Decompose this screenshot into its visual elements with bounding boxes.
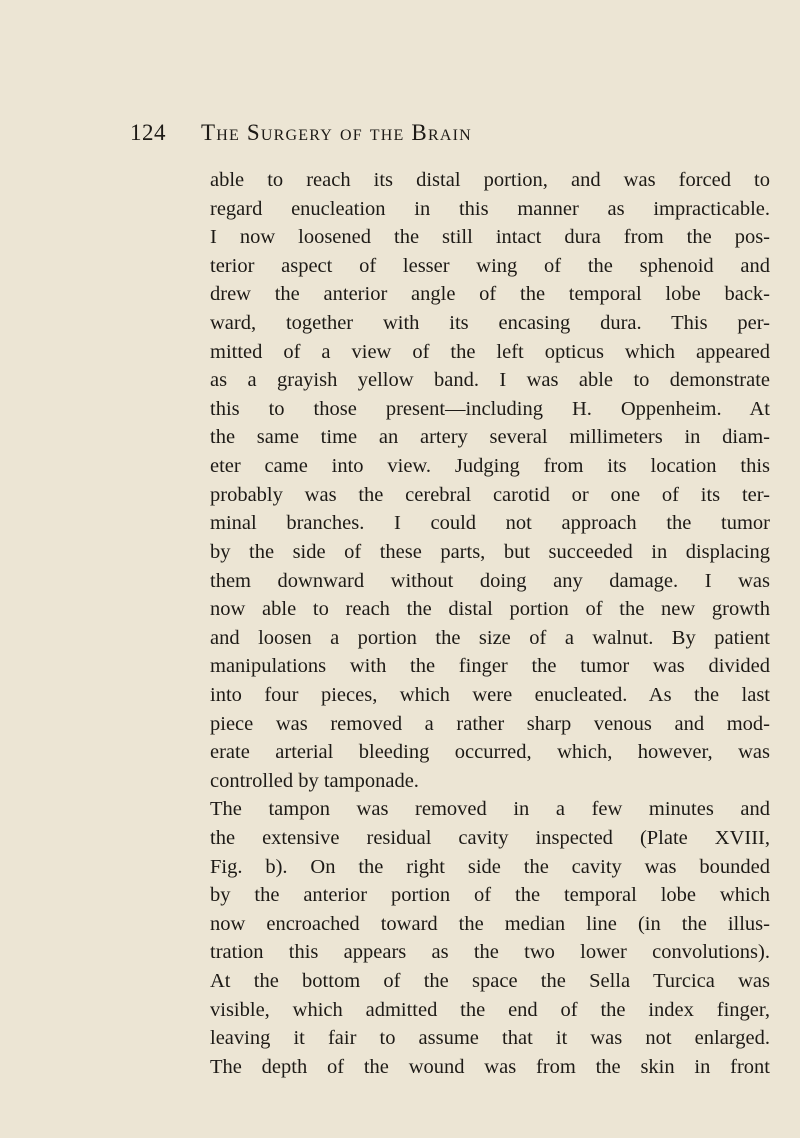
page-number: 124 [130, 120, 166, 145]
text-line: now encroached toward the median line (in the illus- [210, 912, 770, 935]
text-line: probably was the cerebral carotid or one of its ter- [210, 483, 770, 506]
body-text [210, 166, 770, 1082]
text-line: I now loosened the still intact dura from the pos- [210, 226, 770, 249]
text-line: now able to reach the distal portion of the new growth [210, 598, 770, 621]
text-line: manipulations with the finger the tumor was divided [210, 655, 770, 678]
text-line: the same time an artery several millimeters in diam- [210, 426, 770, 449]
text-line: piece was removed a rather sharp venous and mod- [210, 712, 770, 735]
text-line: eter came into view. Judging from its location this [210, 455, 770, 478]
text-line: tration this appears as the two lower convolutions). [210, 941, 770, 964]
text-line: terior aspect of lesser wing of the sphenoid and [210, 254, 770, 277]
text-line: minal branches. I could not approach the tumor [210, 512, 770, 535]
text-line: Fig. b). On the right side the cavity was bounded [210, 855, 770, 878]
text-line: The tampon was removed in a few minutes and [210, 798, 770, 821]
text-line: regard enucleation in this manner as impracticable. [210, 197, 770, 220]
text-line: leaving it fair to assume that it was not enlarged. [210, 1027, 770, 1050]
text-line: by the anterior portion of the temporal lobe which [210, 884, 770, 907]
text-line: erate arterial bleeding occurred, which, however, was [210, 741, 770, 764]
text-line: and loosen a portion the size of a walnut. By patient [210, 626, 770, 649]
page-header [130, 120, 690, 152]
text-line: drew the anterior angle of the temporal lobe back- [210, 283, 770, 306]
text-line: mitted of a view of the left opticus which appeared [210, 340, 770, 363]
text-line: the extensive residual cavity inspected (Plate XVIII, [210, 827, 770, 850]
text-line: able to reach its distal portion, and was forced to [210, 169, 770, 191]
text-line: into four pieces, which were enucleated. As the last [210, 683, 770, 706]
text-line: them downward without doing any damage. I was [210, 569, 770, 592]
text-line: ward, together with its encasing dura. This per- [210, 312, 770, 335]
text-line: by the side of these parts, but succeeded in displacing [210, 540, 770, 563]
text-line: controlled by tamponade. [210, 769, 419, 792]
text-line: At the bottom of the space the Sella Turcica was [210, 970, 770, 993]
text-line: as a grayish yellow band. I was able to demonstrate [210, 369, 770, 392]
text-line: this to those present—including H. Oppenheim. At [210, 397, 770, 420]
running-title: The Surgery of the Brain [201, 120, 472, 145]
text-line: visible, which admitted the end of the index finger, [210, 998, 770, 1021]
text-line: The depth of the wound was from the skin in front [210, 1055, 770, 1078]
